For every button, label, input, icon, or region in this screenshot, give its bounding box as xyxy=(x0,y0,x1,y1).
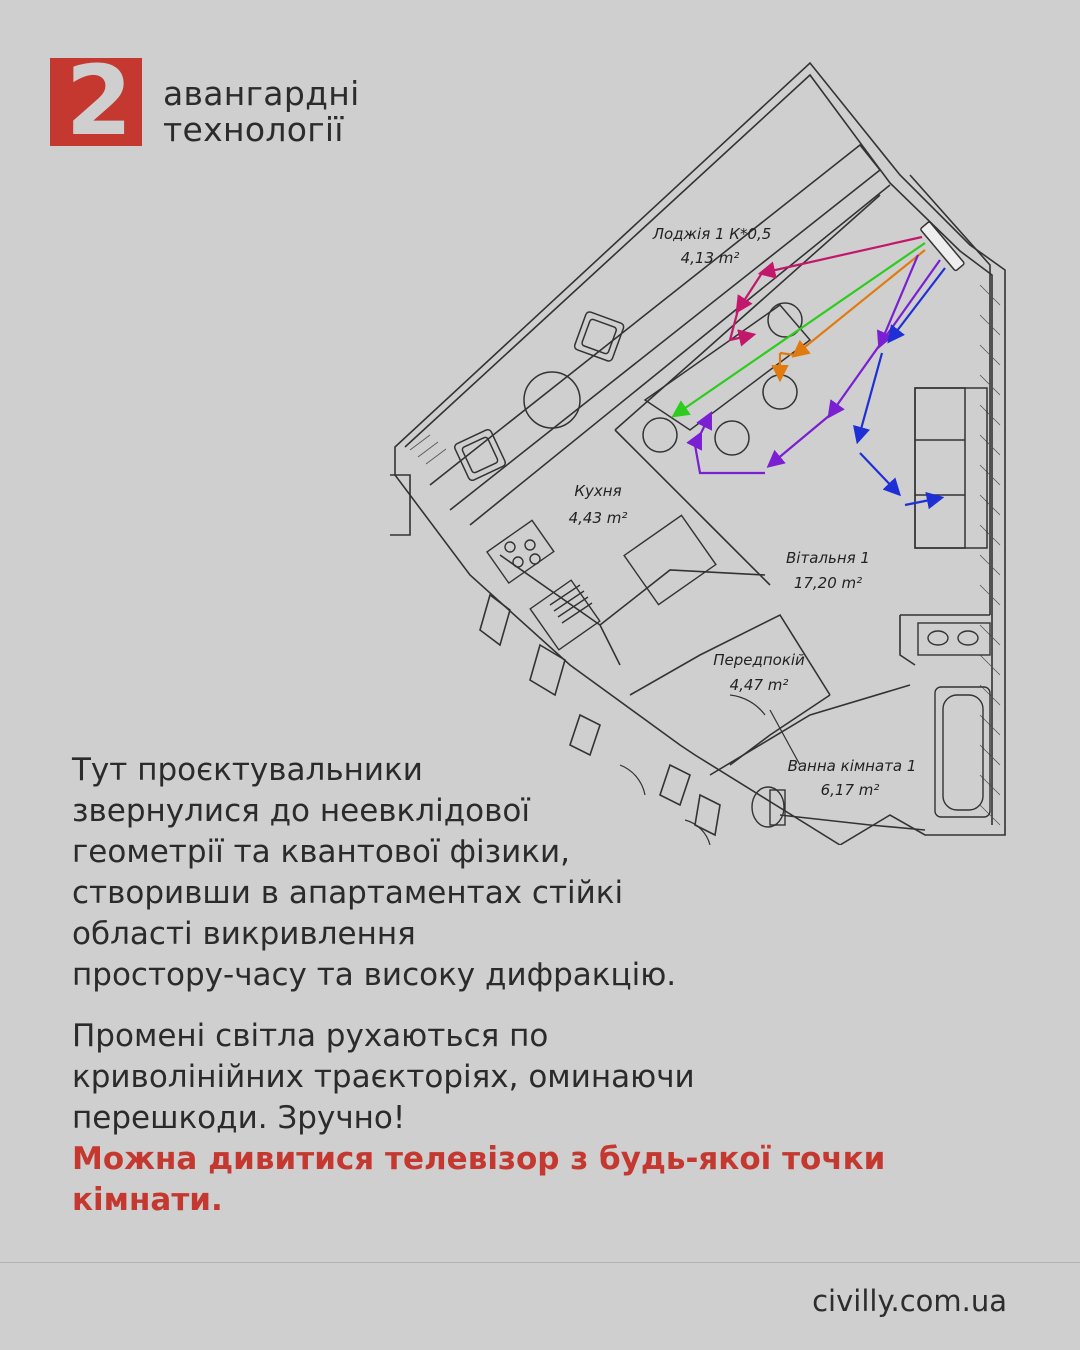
light-rays xyxy=(675,237,945,505)
site-link[interactable]: civilly.com.ua xyxy=(812,1284,1007,1318)
p2-line: криволінійних траєкторіях, оминаючи xyxy=(72,1059,695,1095)
brand-line-2: технології xyxy=(163,110,344,149)
loggia-table xyxy=(524,372,580,428)
ray-magenta xyxy=(762,237,922,273)
p1-line: звернулися до неевклідової xyxy=(72,793,530,829)
brand-line-1: авангардні xyxy=(163,74,360,113)
hatching xyxy=(410,285,1000,825)
room-area-kitchen: 4,43 m² xyxy=(568,509,628,527)
sofa xyxy=(915,388,987,548)
footer-divider xyxy=(0,1262,1080,1263)
highlight-line: кімнати. xyxy=(72,1182,223,1218)
loggia-furniture xyxy=(453,311,624,482)
p1-line: області викривлення xyxy=(72,916,416,952)
room-name-kitchen: Кухня xyxy=(574,482,622,500)
paragraph-1 xyxy=(72,750,1032,996)
floor-plan xyxy=(370,55,1020,845)
room-name-bathroom: Ванна кімната 1 xyxy=(787,757,917,775)
double-sink xyxy=(918,623,990,655)
p1-line: Тут проєктувальники xyxy=(72,752,423,788)
highlight-line: Можна дивитися телевізор з будь-якої точки xyxy=(72,1141,886,1177)
brand-name xyxy=(163,76,360,148)
room-area-hallway: 4,47 m² xyxy=(729,676,789,694)
room-name-loggia: Лоджія 1 К*0,5 xyxy=(652,225,772,243)
logo-number: 2 xyxy=(65,58,133,146)
main-text xyxy=(72,750,1032,1221)
room-name-living: Вітальня 1 xyxy=(786,549,870,567)
room-area-loggia: 4,13 m² xyxy=(680,249,740,267)
p1-line: геометрії та квантової фізики, xyxy=(72,834,570,870)
paragraph-2 xyxy=(72,1016,1032,1139)
ray-orange xyxy=(795,250,925,355)
highlight-text xyxy=(72,1139,1032,1221)
p2-line: перешкоди. Зручно! xyxy=(72,1100,406,1136)
room-name-hallway: Передпокій xyxy=(713,651,805,669)
p2-line: Промені світла рухаються по xyxy=(72,1018,549,1054)
p1-line: простору-часу та високу дифракцію. xyxy=(72,957,677,993)
room-labels xyxy=(569,225,917,799)
room-area-bathroom: 6,17 m² xyxy=(820,781,880,799)
room-area-living: 17,20 m² xyxy=(793,574,863,592)
brand-logo xyxy=(50,58,142,146)
p1-line: створивши в апартаментах стійкі xyxy=(72,875,624,911)
stove-icon xyxy=(487,520,554,583)
